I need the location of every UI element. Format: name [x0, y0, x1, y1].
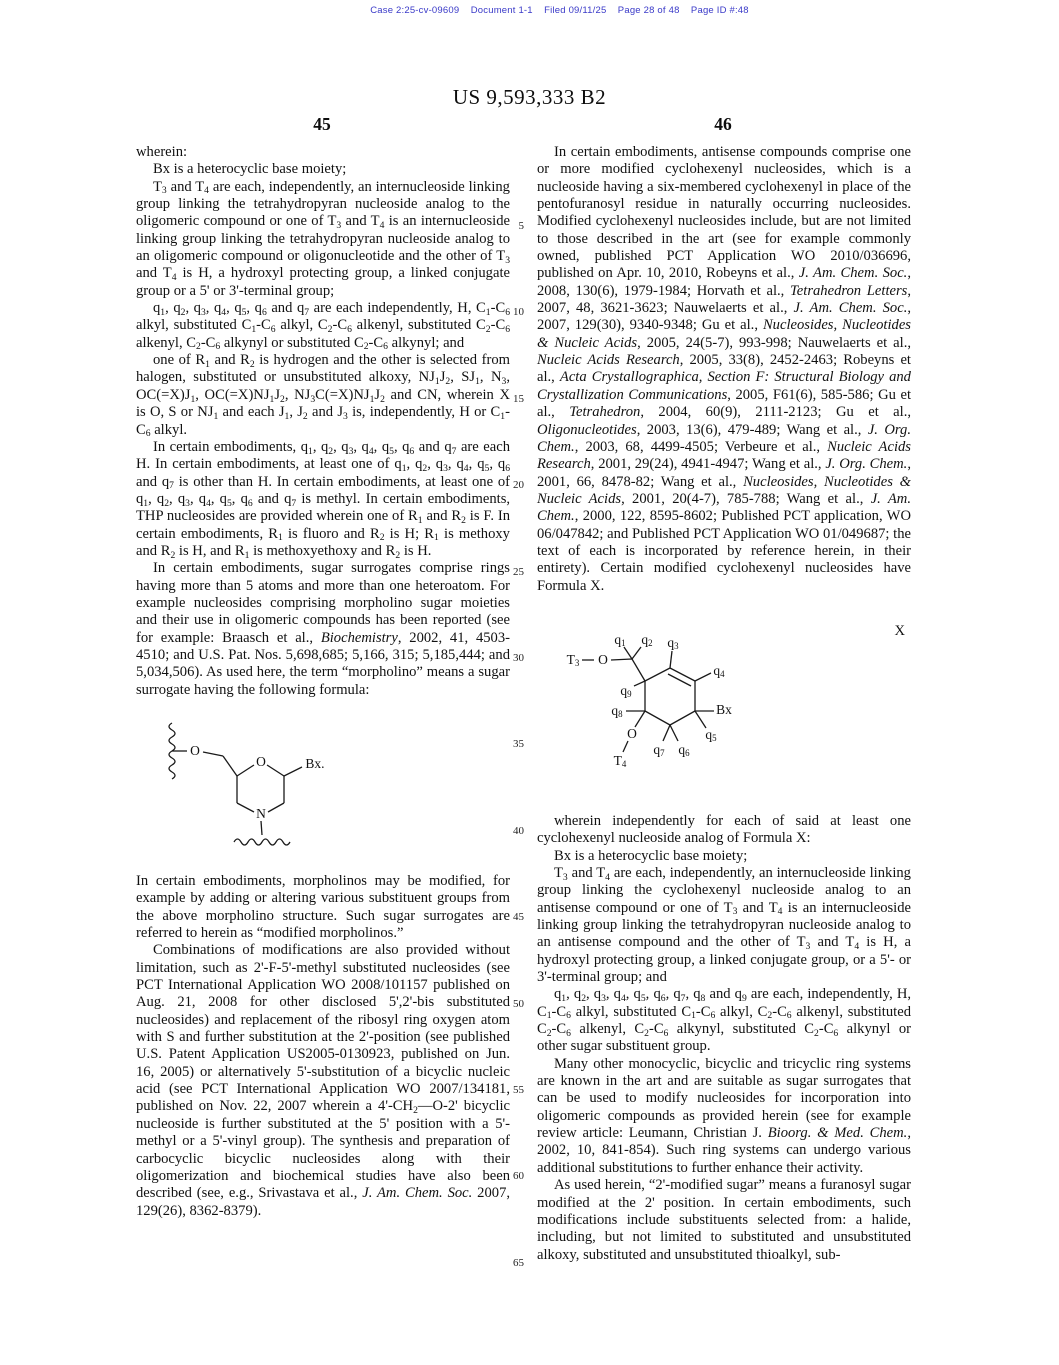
- paragraph: wherein:: [136, 144, 188, 160]
- right-column-text-top: [537, 144, 911, 595]
- morpholino-bonds: [166, 721, 366, 859]
- atom-label-ring-n: N: [256, 806, 266, 821]
- column-number-left: 45: [313, 114, 331, 134]
- formula-x-label: X: [894, 622, 905, 639]
- line-number: 50: [513, 997, 524, 1010]
- atom-label-o-left: O: [598, 651, 608, 667]
- atom-label-q7: $q_7$: [653, 741, 665, 759]
- atom-label-t4: $T_4$: [613, 752, 627, 770]
- atom-label-q5: $q_5$: [705, 726, 717, 744]
- paragraph: wherein independently for each of said at least one cyclohexenyl nucleoside analog of Formula X:: [537, 812, 911, 847]
- line-number: 55: [513, 1084, 524, 1096]
- paragraph: $q_1$, $q_2$, $q_3$, $q_4$, $q_5$, $q_6$ and $q_7$ are each independently, H, $C_1-C_6$ alkyl, substituted $C_1-C_6$ alkyl, $C_2-C_6$ alkenyl, substituted $C_2-C_6$ alkenyl, $C_2-C_6$ alkynyl or substituted $C_2-C_6$ alkynyl; and: [136, 300, 510, 353]
- line-number: 10: [513, 306, 524, 319]
- line-number: 40: [513, 824, 524, 837]
- paragraph: $q_1$, $q_2$, $q_3$, $q_4$, $q_5$, $q_6$, $q_7$, $q_8$ and $q_9$ are each, independently, H, $C_1-C_6$ alkyl, substituted $C_1-C_6$ alkyl, $C_2-C_6$ alkenyl, substituted $C_2-C_6$ alkenyl, $C_2-C_6$ alkynyl, substituted $C_2-C_6$ alkynyl or other sugar substituent group.: [537, 986, 912, 1055]
- atom-label-t3: $T_3$: [566, 651, 580, 669]
- paragraph: Combinations of modifications are also provided without limitation, such as 2'-F-5'-methyl substituted nucleosides (see PCT International Application WO 2008/101157 published on Aug. 21, 2008 for other disclosed 5',2'-bis substituted nucleosides) and replacement of the ribosyl ring oxygen atom with S and further substitution at the 2'-position (see published U.S. Patent Application US2005-0130923, published on Jun. 16, 2005) or alternatively 5'-substitution of a bicyclic nucleic acid (see PCT International Application WO 2007/134181, published on Nov. 22, 2007 wherein a $4'-CH_2—O-2'$ bicyclic nucleoside is further substituted at the 5' position with a 5'-methyl or a 5'-vinyl group). The synthesis and preparation of carbocyclic bicyclic nucleosides along with their oligomerization and biochemical studies have also been described (see, e.g., Srivastava et al., J. Am. Chem. Soc. 2007, 129(26), 8362-8379).: [136, 942, 511, 1219]
- formula-x-structure-drawing: [562, 623, 792, 798]
- left-column-text-bottom: [136, 873, 510, 1220]
- left-column: [136, 144, 510, 1220]
- atom-label-bx: Bx: [716, 701, 732, 717]
- atom-label-bx: Bx.: [305, 756, 325, 771]
- atom-label-ring-o: O: [256, 754, 266, 769]
- atom-label-q3: $q_3$: [667, 634, 679, 652]
- paragraph: In certain embodiments, morpholinos may be modified, for example by adding or altering various substituent groups from the above morpholino structure. Such sugar surrogates are referred to herein as “modified morpholinos.”: [136, 873, 510, 942]
- formula-x-figure: [537, 623, 911, 801]
- morpholino-structure-drawing: [166, 721, 366, 859]
- paragraph: Bx is a heterocyclic base moiety;: [554, 847, 748, 864]
- line-number: 35: [513, 738, 524, 751]
- atom-label-q2: $q_2$: [641, 631, 653, 649]
- atom-label-q9: $q_9$: [620, 682, 632, 700]
- paragraph: $T_3$ and $T_4$ are each, independently, an internucleoside linking group linking the tetrahydropyran nucleoside analog to the oligomeric compound or one of $T_3$ and $T_4$ is an internucleoside linking group linking the tetrahydropyran nucleoside analog to an oligomeric compound or oligonucleotide and the other of $T_3$ and $T_4$ is H, a hydroxyl protecting group, a linked conjugate group or a 5' or 3'-terminal group;: [136, 178, 510, 299]
- right-column-text-bottom: [537, 813, 911, 1264]
- paragraph: Many other monocyclic, bicyclic and tricyclic ring systems are known in the art and are suitable as sugar surrogates that can be used to modify nucleosides for incorporation into oligomeric compounds as provided herein (see for example review article: Leumann, Christian J. Bioorg. & Med. Chem., 2002, 10, 841-854). Such ring systems can undergo various additional substitutions to further enhance their activity.: [537, 1055, 911, 1176]
- court-filing-header: Case 2:25-cv-09609 Document 1-1 Filed 09/11/25 Page 28 of 48 Page ID #:48: [370, 5, 749, 16]
- line-number: 65: [513, 1256, 524, 1269]
- atom-label-q1: $q_1$: [614, 631, 626, 649]
- left-column-text-top: [136, 144, 510, 699]
- paragraph: In certain embodiments, sugar surrogates comprise rings having more than 5 atoms and more than one heteroatom. For example nucleosides comprising morpholino sugar moieties and their use in oligomeric compounds has been reported (see for example: Braasch et al., Biochemistry, 2002, 41, 4503-4510; and U.S. Pat. Nos. 5,698,685; 5,166, 315; 5,185,444; and 5,034,506). As used here, the term “morpholino” means a sugar surrogate having the following formula:: [136, 560, 510, 698]
- atom-label-q4: $q_4$: [713, 662, 725, 680]
- line-number: 45: [513, 911, 524, 924]
- line-number: 15: [513, 392, 524, 405]
- atom-label-o-bottom: O: [627, 725, 637, 741]
- line-number: 25: [513, 565, 524, 578]
- paragraph: As used herein, “2'-modified sugar” means a furanosyl sugar modified at the 2' position. In certain embodiments, such modifications include substituents selected from: a halide, including, but not limited to substituted and unsubstituted alkoxy, substituted and unsubstituted thioalkyl, sub-: [537, 1177, 911, 1263]
- atom-label-q8: $q_8$: [611, 702, 623, 720]
- paragraph: In certain embodiments, antisense compounds comprise one or more modified cyclohexenyl nucleosides, which is a nucleoside having a six-membered cyclohexenyl in place of the pentofuranosyl residue in naturally occurring nucleosides. Modified cyclohexenyl nucleosides include, but are not limited to those described in the art (see for example commonly owned, published PCT Application WO 2010/036696, published on Apr. 10, 2010, Robeyns et al., J. Am. Chem. Soc., 2008, 130(6), 1979-1984; Horvath et al., Tetrahedron Letters, 2007, 48, 3621-3623; Nauwelaerts et al., J. Am. Chem. Soc., 2007, 129(30), 9340-9348; Gu et al., Nucleosides, Nucleotides & Nucleic Acids, 2005, 24(5-7), 993-998; Nauwelaerts et al., Nucleic Acids Research, 2005, 33(8), 2452-2463; Robeyns et al., Acta Crystallographica, Section F: Structural Biology and Crystallization Communications, 2005, F61(6), 585-586; Gu et al., Tetrahedron, 2004, 60(9), 2111-2123; Gu et al., Oligonucleotides, 2003, 13(6), 479-489; Wang et al., J. Org. Chem., 2003, 68, 4499-4505; Verbeure et al., Nucleic Acids Research, 2001, 29(24), 4941-4947; Wang et al., J. Org. Chem., 2001, 66, 8478-82; Wang et al., Nucleosides, Nucleotides & Nucleic Acids, 2001, 20(4-7), 785-788; Wang et al., J. Am. Chem., 2000, 122, 8595-8602; Published PCT application, WO 06/047842; and Published PCT Application WO 01/049687; the text of each is incorporated by reference herein, in their entirety). Certain modified cyclohexenyl nucleosides have Formula X.: [537, 144, 911, 594]
- line-number: 30: [513, 652, 524, 664]
- paragraph: In certain embodiments, $q_1$, $q_2$, $q_3$, $q_4$, $q_5$, $q_6$ and $q_7$ are each H. In certain embodiments, at least one of $q_1$, $q_2$, $q_3$, $q_4$, $q_5$, $q_6$ and $q_7$ is other than H. In certain embodiments, at least one of $q_1$, $q_2$, $q_3$, $q_4$, $q_5$, $q_6$ and $q_7$ is methyl. In certain embodiments, THP nucleosides are provided wherein one of $R_1$ and $R_2$ is F. In certain embodiments, $R_1$ is fluoro and $R_2$ is H; $R_1$ is methoxy and $R_2$ is H, and $R_1$ is methoxyethoxy and $R_2$ is H.: [136, 438, 511, 561]
- paragraph: $T_3$ and $T_4$ are each, independently, an internucleoside linking group linking the cyclohexenyl nucleoside analog to an antisense compound or one of $T_3$ and $T_4$ is an internucleoside linking group linking the tetrahydropyran nucleoside analog to an antisense compound and the other of $T_3$ and $T_4$ is H, a hydroxyl protecting group, a linked conjugate group, or a 5'- or 3'-terminal group; and: [537, 864, 911, 986]
- wavy-bond-bottom: [234, 839, 290, 845]
- right-column: [537, 144, 911, 1264]
- patent-number: US 9,593,333 B2: [452, 85, 607, 109]
- paragraph: Bx is a heterocyclic base moiety;: [153, 161, 347, 178]
- line-number: 60: [513, 1170, 524, 1183]
- line-number: 20: [513, 479, 524, 492]
- paragraph: one of $R_1$ and $R_2$ is hydrogen and the other is selected from halogen, substituted or unsubstituted alkoxy, $NJ_1J_2$, $SJ_1$, $N_3$, $OC(=X)J_1$, $OC(=X)NJ_1J_2$, $NJ_3C(=X)NJ_1J_2$ and CN, wherein X is O, S or $NJ_1$ and each $J_1$, $J_2$ and $J_3$ is, independently, H or $C_1-C_6$ alkyl.: [136, 352, 510, 440]
- morpholino-structure-figure: [136, 721, 510, 861]
- column-number-right: 46: [714, 114, 732, 134]
- atom-label-q6: $q_6$: [678, 741, 690, 759]
- atom-label-o-linker: O: [190, 743, 200, 758]
- line-number: 5: [518, 220, 524, 232]
